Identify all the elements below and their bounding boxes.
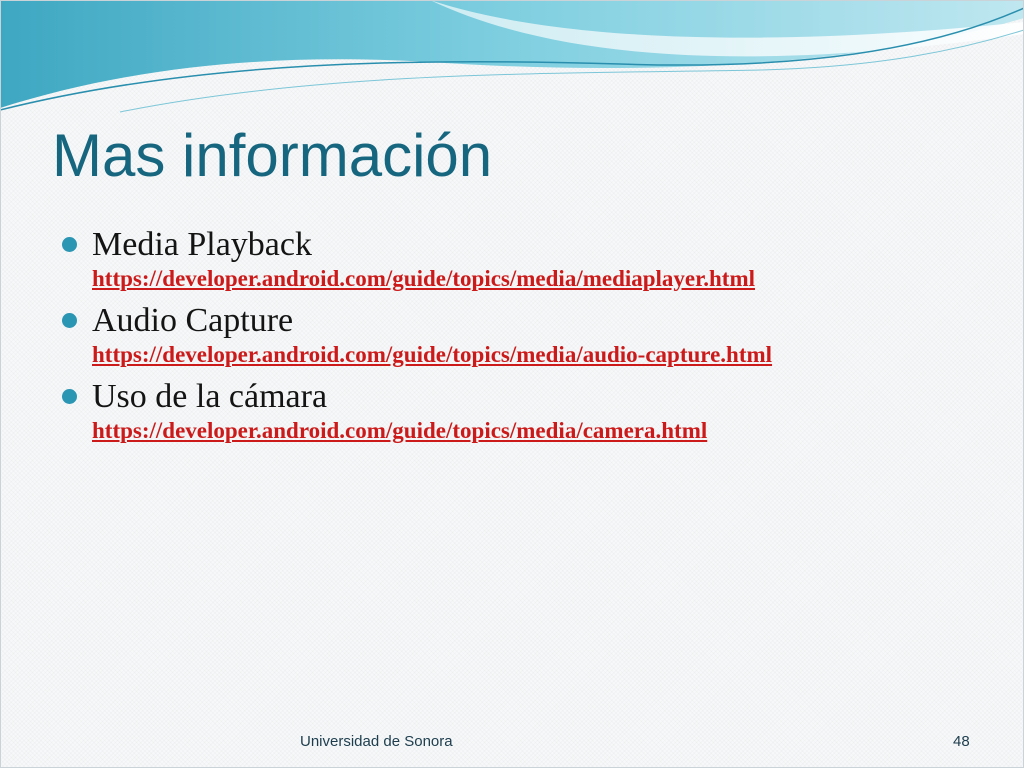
link-list	[60, 226, 980, 454]
item-heading: Media Playback	[92, 226, 312, 263]
page-number: 48	[953, 733, 970, 750]
list-item-camera	[60, 378, 980, 446]
bullet-icon	[62, 237, 77, 252]
slide-title: Mas información	[52, 122, 493, 189]
bullet-icon	[62, 313, 77, 328]
item-heading: Uso de la cámara	[92, 378, 328, 415]
list-item-audio-capture	[60, 302, 980, 370]
bullet-icon	[62, 389, 77, 404]
item-heading: Audio Capture	[92, 302, 294, 339]
wave-band	[0, 0, 1024, 108]
camera-link[interactable]: https://developer.android.com/guide/topics/media/camera.html	[92, 418, 708, 443]
list-item-media-playback	[60, 226, 980, 294]
header-wave-decoration	[0, 0, 1024, 120]
media-playback-link[interactable]: https://developer.android.com/guide/topics/media/mediaplayer.html	[92, 266, 755, 291]
footer-institution: Universidad de Sonora	[300, 733, 453, 750]
audio-capture-link[interactable]: https://developer.android.com/guide/topics/media/audio-capture.html	[92, 342, 773, 367]
